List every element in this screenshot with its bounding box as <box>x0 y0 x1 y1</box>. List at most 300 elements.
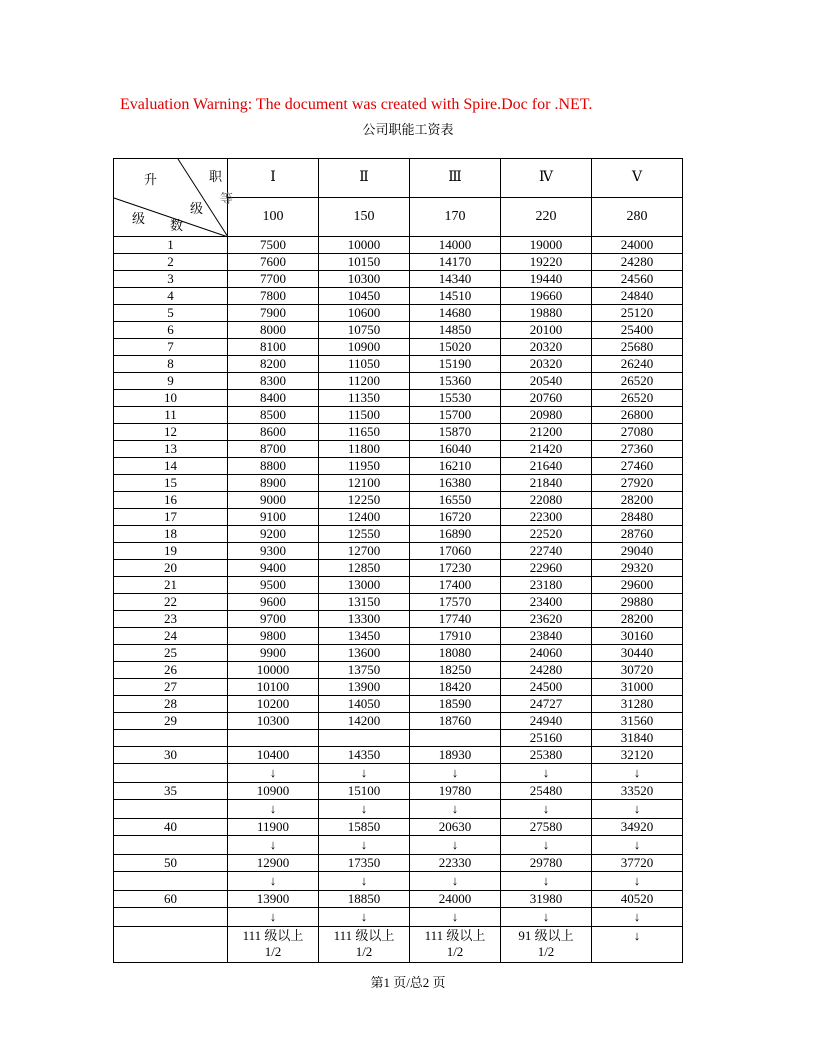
salary-cell: 7700 <box>228 271 319 288</box>
salary-cell: 13900 <box>228 891 319 908</box>
level-cell: 1 <box>114 237 228 254</box>
salary-cell: 27460 <box>592 458 683 475</box>
table-row <box>114 696 683 713</box>
table-row <box>114 441 683 458</box>
salary-cell: 15020 <box>410 339 501 356</box>
salary-cell: 18760 <box>410 713 501 730</box>
level-cell: 21 <box>114 577 228 594</box>
salary-cell: 25680 <box>592 339 683 356</box>
table-row <box>114 407 683 424</box>
salary-cell: 8600 <box>228 424 319 441</box>
salary-table <box>113 158 683 963</box>
salary-cell: 9900 <box>228 645 319 662</box>
table-row <box>114 645 683 662</box>
salary-cell: 13750 <box>319 662 410 679</box>
level-cell: 50 <box>114 855 228 872</box>
final-note-line1: 111 级以上 <box>333 928 395 943</box>
salary-cell: 9100 <box>228 509 319 526</box>
salary-cell: ↓ <box>410 872 501 891</box>
salary-cell: 20100 <box>501 322 592 339</box>
salary-cell: ↓ <box>592 764 683 783</box>
salary-cell: 19660 <box>501 288 592 305</box>
grade-header: Ⅲ <box>410 159 501 198</box>
salary-cell: 18250 <box>410 662 501 679</box>
salary-cell: 20630 <box>410 819 501 836</box>
salary-cell: 9300 <box>228 543 319 560</box>
salary-cell: ↓ <box>592 908 683 927</box>
level-cell: 19 <box>114 543 228 560</box>
level-cell: 16 <box>114 492 228 509</box>
salary-cell: 13900 <box>319 679 410 696</box>
grade-header: Ⅱ <box>319 159 410 198</box>
salary-cell: 23840 <box>501 628 592 645</box>
level-cell <box>114 872 228 891</box>
level-cell <box>114 908 228 927</box>
salary-cell: 23400 <box>501 594 592 611</box>
table-row <box>114 288 683 305</box>
grade-header: Ⅰ <box>228 159 319 198</box>
salary-cell: ↓ <box>319 872 410 891</box>
salary-cell: 14170 <box>410 254 501 271</box>
table-row <box>114 322 683 339</box>
salary-cell: 8400 <box>228 390 319 407</box>
level-cell: 25 <box>114 645 228 662</box>
salary-cell: 24500 <box>501 679 592 696</box>
salary-cell: 7600 <box>228 254 319 271</box>
table-row <box>114 800 683 819</box>
increment-header: 150 <box>319 198 410 237</box>
salary-cell: 15870 <box>410 424 501 441</box>
salary-cell: 27580 <box>501 819 592 836</box>
salary-cell: 10300 <box>228 713 319 730</box>
final-note-cell <box>228 927 319 963</box>
salary-cell: ↓ <box>319 764 410 783</box>
salary-cell: 14350 <box>319 747 410 764</box>
salary-cell: ↓ <box>228 836 319 855</box>
salary-cell: 12850 <box>319 560 410 577</box>
salary-cell: 11950 <box>319 458 410 475</box>
salary-cell: 28480 <box>592 509 683 526</box>
table-row <box>114 679 683 696</box>
salary-cell: 14340 <box>410 271 501 288</box>
salary-cell: ↓ <box>592 836 683 855</box>
salary-cell: 26800 <box>592 407 683 424</box>
salary-cell: 28200 <box>592 611 683 628</box>
salary-cell: 14050 <box>319 696 410 713</box>
table-row <box>114 628 683 645</box>
salary-cell: 16210 <box>410 458 501 475</box>
salary-cell: 16720 <box>410 509 501 526</box>
level-cell: 27 <box>114 679 228 696</box>
final-note-line2: 1/2 <box>264 944 282 959</box>
salary-cell: 8900 <box>228 475 319 492</box>
salary-cell: 31000 <box>592 679 683 696</box>
final-note-line2: 1/2 <box>446 944 464 959</box>
salary-cell: 19000 <box>501 237 592 254</box>
salary-cell: 10750 <box>319 322 410 339</box>
salary-cell: 22330 <box>410 855 501 872</box>
salary-cell: 10900 <box>319 339 410 356</box>
salary-cell: 27360 <box>592 441 683 458</box>
salary-cell: 29880 <box>592 594 683 611</box>
table-row <box>114 543 683 560</box>
salary-cell: 21420 <box>501 441 592 458</box>
evaluation-warning: Evaluation Warning: The document was created with Spire.Doc for .NET. <box>120 96 593 113</box>
level-cell: 26 <box>114 662 228 679</box>
table-row <box>114 526 683 543</box>
salary-cell: 15360 <box>410 373 501 390</box>
salary-cell: 10300 <box>319 271 410 288</box>
salary-cell: 15190 <box>410 356 501 373</box>
salary-cell: 22740 <box>501 543 592 560</box>
salary-cell: ↓ <box>501 800 592 819</box>
salary-cell: 8200 <box>228 356 319 373</box>
salary-cell: 40520 <box>592 891 683 908</box>
level-cell: 60 <box>114 891 228 908</box>
table-row <box>114 764 683 783</box>
salary-cell: 17230 <box>410 560 501 577</box>
table-row <box>114 594 683 611</box>
salary-cell: 20320 <box>501 339 592 356</box>
salary-cell: 25380 <box>501 747 592 764</box>
salary-cell: 26520 <box>592 373 683 390</box>
salary-cell: 11500 <box>319 407 410 424</box>
salary-cell: 30440 <box>592 645 683 662</box>
salary-cell: 10400 <box>228 747 319 764</box>
salary-cell: 31840 <box>592 730 683 747</box>
salary-cell: 12400 <box>319 509 410 526</box>
salary-cell: 27080 <box>592 424 683 441</box>
increment-header: 280 <box>592 198 683 237</box>
salary-cell: 17400 <box>410 577 501 594</box>
salary-cell: 33520 <box>592 783 683 800</box>
final-note-cell <box>319 927 410 963</box>
salary-cell: 24280 <box>501 662 592 679</box>
level-cell: 10 <box>114 390 228 407</box>
salary-cell: 17910 <box>410 628 501 645</box>
final-note-line1: 111 级以上 <box>424 928 486 943</box>
salary-cell: 19440 <box>501 271 592 288</box>
salary-cell: 7900 <box>228 305 319 322</box>
final-note-cell <box>114 927 228 963</box>
salary-cell: ↓ <box>319 800 410 819</box>
table-row <box>114 891 683 908</box>
level-cell: 12 <box>114 424 228 441</box>
salary-cell: 14850 <box>410 322 501 339</box>
salary-cell: 31280 <box>592 696 683 713</box>
salary-cell: 31560 <box>592 713 683 730</box>
salary-cell: ↓ <box>228 872 319 891</box>
corner-label-deng: 等 <box>220 191 234 206</box>
salary-cell: ↓ <box>501 872 592 891</box>
level-cell: 5 <box>114 305 228 322</box>
salary-cell: 9700 <box>228 611 319 628</box>
salary-cell: ↓ <box>410 908 501 927</box>
level-cell: 11 <box>114 407 228 424</box>
salary-cell: 20760 <box>501 390 592 407</box>
salary-cell: 11650 <box>319 424 410 441</box>
salary-cell: 9500 <box>228 577 319 594</box>
salary-cell: ↓ <box>501 764 592 783</box>
salary-cell: 28200 <box>592 492 683 509</box>
salary-cell: 10450 <box>319 288 410 305</box>
page-footer: 第1 页/总2 页 <box>370 975 446 990</box>
salary-cell: 8800 <box>228 458 319 475</box>
salary-cell: 24060 <box>501 645 592 662</box>
salary-cell: ↓ <box>410 800 501 819</box>
salary-cell: 11800 <box>319 441 410 458</box>
final-note-line2: 1/2 <box>355 944 373 959</box>
salary-cell: 13150 <box>319 594 410 611</box>
table-row <box>114 713 683 730</box>
salary-cell: 23620 <box>501 611 592 628</box>
salary-cell <box>319 730 410 747</box>
level-cell: 6 <box>114 322 228 339</box>
salary-cell: 12900 <box>228 855 319 872</box>
salary-cell: 24280 <box>592 254 683 271</box>
level-cell: 4 <box>114 288 228 305</box>
salary-cell: 16890 <box>410 526 501 543</box>
salary-cell: 25120 <box>592 305 683 322</box>
table-row <box>114 836 683 855</box>
salary-cell: ↓ <box>228 908 319 927</box>
salary-cell: 17570 <box>410 594 501 611</box>
final-note-line1: 111 级以上 <box>242 928 304 943</box>
salary-cell: 11200 <box>319 373 410 390</box>
salary-cell: 18930 <box>410 747 501 764</box>
table-row <box>114 390 683 407</box>
level-cell: 30 <box>114 747 228 764</box>
document-title: 公司职能工资表 <box>362 122 454 137</box>
level-cell: 9 <box>114 373 228 390</box>
level-cell: 13 <box>114 441 228 458</box>
salary-cell: 29320 <box>592 560 683 577</box>
salary-cell: 24000 <box>410 891 501 908</box>
salary-cell: 8500 <box>228 407 319 424</box>
salary-cell: 22960 <box>501 560 592 577</box>
salary-cell: 19880 <box>501 305 592 322</box>
salary-cell: 17740 <box>410 611 501 628</box>
salary-cell: 12100 <box>319 475 410 492</box>
level-cell: 35 <box>114 783 228 800</box>
salary-cell <box>228 730 319 747</box>
salary-cell: 22300 <box>501 509 592 526</box>
salary-cell: 34920 <box>592 819 683 836</box>
salary-cell: 16380 <box>410 475 501 492</box>
salary-cell: 11050 <box>319 356 410 373</box>
level-cell: 20 <box>114 560 228 577</box>
salary-cell: 13600 <box>319 645 410 662</box>
salary-cell: 31980 <box>501 891 592 908</box>
level-cell: 23 <box>114 611 228 628</box>
table-row <box>114 339 683 356</box>
diagonal-corner-header <box>114 159 234 237</box>
salary-cell: 29600 <box>592 577 683 594</box>
table-row <box>114 730 683 747</box>
grade-header-row <box>114 159 683 198</box>
table-row <box>114 662 683 679</box>
salary-cell: 9600 <box>228 594 319 611</box>
salary-cell: 13300 <box>319 611 410 628</box>
corner-label-zhi: 职 <box>209 169 223 184</box>
salary-cell: 20320 <box>501 356 592 373</box>
table-row <box>114 305 683 322</box>
corner-label-ji-upper: 级 <box>190 201 204 216</box>
salary-cell: 11350 <box>319 390 410 407</box>
salary-cell: 10100 <box>228 679 319 696</box>
salary-cell: 14200 <box>319 713 410 730</box>
salary-cell: 18080 <box>410 645 501 662</box>
salary-cell: ↓ <box>501 836 592 855</box>
table-row <box>114 872 683 891</box>
final-note-cell <box>410 927 501 963</box>
salary-cell: 14000 <box>410 237 501 254</box>
level-cell: 40 <box>114 819 228 836</box>
table-row <box>114 237 683 254</box>
salary-cell: 24000 <box>592 237 683 254</box>
table-row <box>114 475 683 492</box>
salary-cell: 15530 <box>410 390 501 407</box>
salary-cell: 7800 <box>228 288 319 305</box>
salary-cell: 11900 <box>228 819 319 836</box>
salary-cell: 25160 <box>501 730 592 747</box>
salary-cell: 24727 <box>501 696 592 713</box>
salary-cell: 27920 <box>592 475 683 492</box>
level-cell <box>114 730 228 747</box>
salary-cell <box>410 730 501 747</box>
salary-cell: 17060 <box>410 543 501 560</box>
salary-cell: 26520 <box>592 390 683 407</box>
salary-cell: ↓ <box>592 872 683 891</box>
table-row <box>114 373 683 390</box>
corner-label-ji-lower: 级 <box>132 211 146 226</box>
salary-cell: 7500 <box>228 237 319 254</box>
salary-cell: 21200 <box>501 424 592 441</box>
salary-cell: 10000 <box>319 237 410 254</box>
salary-cell: 29040 <box>592 543 683 560</box>
salary-cell: 16550 <box>410 492 501 509</box>
level-cell: 2 <box>114 254 228 271</box>
final-note-cell <box>592 927 683 963</box>
increment-header: 220 <box>501 198 592 237</box>
salary-cell: 26240 <box>592 356 683 373</box>
table-row <box>114 356 683 373</box>
salary-cell: 23180 <box>501 577 592 594</box>
final-note-line1: 91 级以上 <box>518 928 574 943</box>
salary-cell: 10150 <box>319 254 410 271</box>
salary-cell: 24560 <box>592 271 683 288</box>
level-cell <box>114 764 228 783</box>
salary-cell: 12250 <box>319 492 410 509</box>
salary-cell: 8300 <box>228 373 319 390</box>
salary-cell: 29780 <box>501 855 592 872</box>
level-cell: 8 <box>114 356 228 373</box>
level-cell: 28 <box>114 696 228 713</box>
salary-cell: 12700 <box>319 543 410 560</box>
level-cell: 22 <box>114 594 228 611</box>
salary-cell: 20980 <box>501 407 592 424</box>
salary-cell: 30160 <box>592 628 683 645</box>
table-row <box>114 783 683 800</box>
corner-label-sheng: 升 <box>144 172 158 187</box>
salary-cell: 28760 <box>592 526 683 543</box>
salary-cell: 19780 <box>410 783 501 800</box>
level-cell: 3 <box>114 271 228 288</box>
salary-cell: 22080 <box>501 492 592 509</box>
salary-cell: 9200 <box>228 526 319 543</box>
salary-cell: 25400 <box>592 322 683 339</box>
increment-header: 170 <box>410 198 501 237</box>
salary-cell: ↓ <box>592 800 683 819</box>
level-cell: 17 <box>114 509 228 526</box>
table-row <box>114 254 683 271</box>
salary-cell: 9400 <box>228 560 319 577</box>
level-cell: 15 <box>114 475 228 492</box>
grade-header: Ⅴ <box>592 159 683 198</box>
salary-cell: 13450 <box>319 628 410 645</box>
table-row-final <box>114 927 683 963</box>
table-row <box>114 611 683 628</box>
table-row <box>114 819 683 836</box>
increment-header: 100 <box>228 198 319 237</box>
salary-cell: 16040 <box>410 441 501 458</box>
salary-cell: 17350 <box>319 855 410 872</box>
salary-cell: 18420 <box>410 679 501 696</box>
table-row <box>114 458 683 475</box>
salary-cell: 37720 <box>592 855 683 872</box>
salary-cell: 8000 <box>228 322 319 339</box>
salary-cell: 25480 <box>501 783 592 800</box>
final-note-line2: 1/2 <box>537 944 555 959</box>
salary-cell: 8700 <box>228 441 319 458</box>
salary-cell: 18590 <box>410 696 501 713</box>
corner-label-shu: 数 <box>170 218 184 233</box>
table-row <box>114 577 683 594</box>
table-row <box>114 492 683 509</box>
salary-cell: 24840 <box>592 288 683 305</box>
level-cell: 14 <box>114 458 228 475</box>
level-cell: 7 <box>114 339 228 356</box>
grade-header: Ⅳ <box>501 159 592 198</box>
level-cell: 29 <box>114 713 228 730</box>
salary-cell: ↓ <box>501 908 592 927</box>
salary-cell: 20540 <box>501 373 592 390</box>
level-cell: 18 <box>114 526 228 543</box>
table-row <box>114 747 683 764</box>
salary-cell: 10600 <box>319 305 410 322</box>
salary-cell: 14510 <box>410 288 501 305</box>
final-note-cell <box>501 927 592 963</box>
salary-cell: ↓ <box>410 764 501 783</box>
level-cell <box>114 836 228 855</box>
table-row <box>114 560 683 577</box>
table-row <box>114 271 683 288</box>
salary-cell: 13000 <box>319 577 410 594</box>
level-cell <box>114 800 228 819</box>
salary-cell: 14680 <box>410 305 501 322</box>
level-cell: 24 <box>114 628 228 645</box>
salary-cell: 24940 <box>501 713 592 730</box>
table-row <box>114 424 683 441</box>
table-row <box>114 908 683 927</box>
salary-cell: 9800 <box>228 628 319 645</box>
table-row <box>114 855 683 872</box>
salary-cell: ↓ <box>228 764 319 783</box>
salary-cell: 19220 <box>501 254 592 271</box>
salary-cell: 15700 <box>410 407 501 424</box>
salary-cell: 21640 <box>501 458 592 475</box>
salary-cell: 18850 <box>319 891 410 908</box>
